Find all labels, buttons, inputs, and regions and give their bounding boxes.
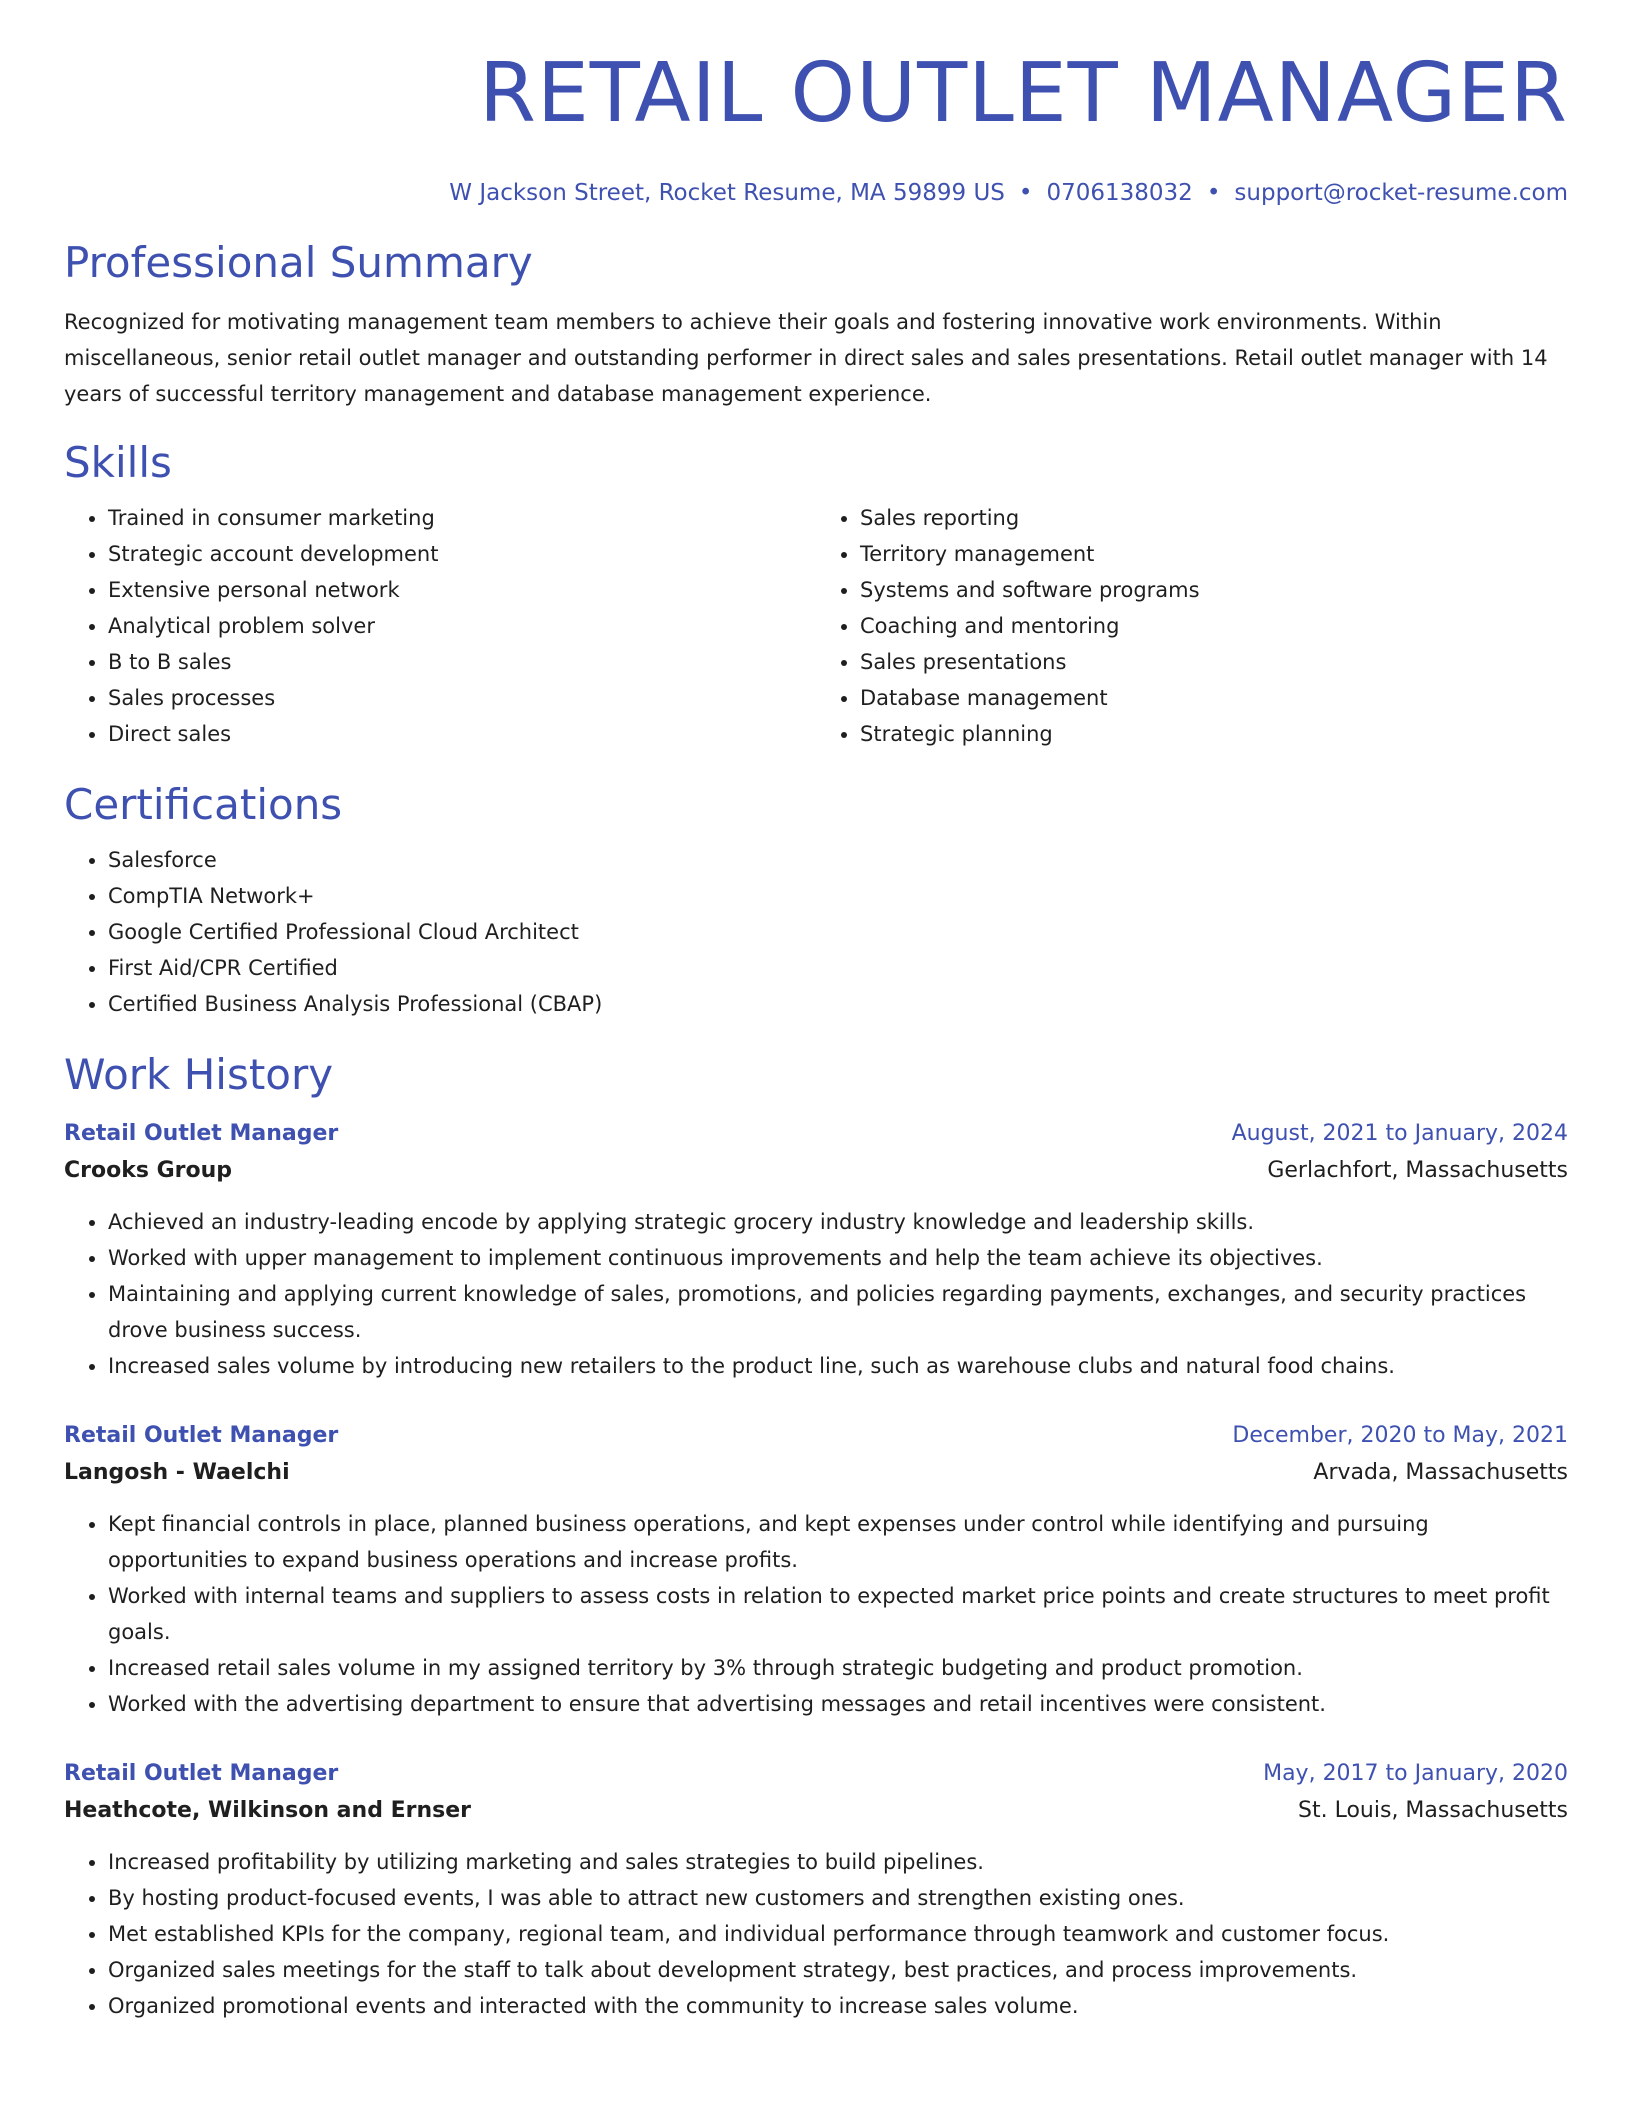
summary-heading: Professional Summary <box>64 238 533 287</box>
job-bullet: • Worked with upper management to implement continuous improvements and help the team achieve its objectives. <box>108 1240 1568 1276</box>
summary-text: Recognized for motivating management team members to achieve their goals and fostering innovative work environments. Within miscellaneous, senior retail outlet manager and outstanding performer in direct sales and sales presentations. Retail outlet manager with 14 years of successful territory management and database management experience. <box>64 310 1548 406</box>
certification-item: • Google Certified Professional Cloud Architect <box>108 914 1568 950</box>
certification-item: • Certified Business Analysis Professional (CBAP) <box>108 986 1568 1022</box>
job-dates: December, 2020 to May, 2021 <box>1232 1423 1568 1448</box>
skill-item: • Territory management <box>860 536 1568 572</box>
contact-line <box>64 178 1568 208</box>
job-title: Retail Outlet Manager <box>64 1423 339 1448</box>
skill-item: • B to B sales <box>108 644 816 680</box>
skill-item: • Coaching and mentoring <box>860 608 1568 644</box>
job-entry <box>64 1116 1568 1384</box>
contact-address: W Jackson Street, Rocket Resume, MA 59899 US <box>449 180 1005 206</box>
job-bullet: • Worked with the advertising department to ensure that advertising messages and retail incentives were consistent. <box>108 1686 1568 1722</box>
contact-phone: 0706138032 <box>1046 180 1193 206</box>
skill-item: • Direct sales <box>108 716 816 752</box>
job-company-row <box>64 1792 1568 1830</box>
job-bullet: • Increased retail sales volume in my assigned territory by 3% through strategic budgeting and product promotion. <box>108 1650 1568 1686</box>
skills-list-left <box>64 500 816 752</box>
job-bullets <box>64 1506 1568 1722</box>
skill-item: • Trained in consumer marketing <box>108 500 816 536</box>
job-bullet: • Kept financial controls in place, planned business operations, and kept expenses under control while identifying and pursuing opportunities to expand business operations and increase profits. <box>108 1506 1568 1578</box>
skill-item: • Sales processes <box>108 680 816 716</box>
page-title: RETAIL OUTLET MANAGER <box>478 46 1568 141</box>
certification-item: • CompTIA Network+ <box>108 878 1568 914</box>
job-company-row <box>64 1152 1568 1190</box>
job-bullet: • Met established KPIs for the company, regional team, and individual performance through teamwork and customer focus. <box>108 1916 1568 1952</box>
job-company: Crooks Group <box>64 1158 233 1183</box>
job-company: Heathcote, Wilkinson and Ernser <box>64 1798 471 1823</box>
job-entry <box>64 1756 1568 2024</box>
skill-item: • Database management <box>860 680 1568 716</box>
job-bullet: • Maintaining and applying current knowledge of sales, promotions, and policies regarding payments, exchanges, and security practices drove business success. <box>108 1276 1568 1348</box>
skills-heading: Skills <box>64 438 172 487</box>
work-history-heading: Work History <box>64 1050 334 1099</box>
job-entry <box>64 1418 1568 1722</box>
job-header-row <box>64 1418 1568 1454</box>
job-title: Retail Outlet Manager <box>64 1761 339 1786</box>
job-location: Arvada, Massachusetts <box>1313 1460 1568 1485</box>
job-bullets <box>64 1844 1568 2024</box>
job-bullet: • Worked with internal teams and suppliers to assess costs in relation to expected market price points and create structures to meet profit goals. <box>108 1578 1568 1650</box>
contact-email: support@rocket-resume.com <box>1234 180 1568 206</box>
job-title: Retail Outlet Manager <box>64 1121 339 1146</box>
job-company: Langosh - Waelchi <box>64 1460 290 1485</box>
job-bullet: • Achieved an industry-leading encode by applying strategic grocery industry knowledge and leadership skills. <box>108 1204 1568 1240</box>
job-dates: May, 2017 to January, 2020 <box>1263 1761 1568 1786</box>
job-bullets <box>64 1204 1568 1384</box>
job-location: Gerlachfort, Massachusetts <box>1267 1158 1568 1183</box>
job-company-row <box>64 1454 1568 1492</box>
contact-separator: • <box>1018 180 1033 206</box>
skills-list-right <box>816 500 1568 752</box>
contact-separator: • <box>1206 180 1221 206</box>
skill-item: • Sales reporting <box>860 500 1568 536</box>
job-header-row <box>64 1756 1568 1792</box>
skill-item: • Extensive personal network <box>108 572 816 608</box>
skill-item: • Analytical problem solver <box>108 608 816 644</box>
skill-item: • Sales presentations <box>860 644 1568 680</box>
job-bullet: • Increased sales volume by introducing new retailers to the product line, such as warehouse clubs and natural food chains. <box>108 1348 1568 1384</box>
certifications-list <box>64 842 1568 1022</box>
job-dates: August, 2021 to January, 2024 <box>1231 1121 1568 1146</box>
job-bullet: • Organized sales meetings for the staff to talk about development strategy, best practices, and process improvements. <box>108 1952 1568 1988</box>
certifications-heading: Certifications <box>64 780 343 829</box>
job-bullet: • By hosting product-focused events, I was able to attract new customers and strengthen existing ones. <box>108 1880 1568 1916</box>
skill-item: • Strategic planning <box>860 716 1568 752</box>
job-location: St. Louis, Massachusetts <box>1298 1798 1568 1823</box>
job-header-row <box>64 1116 1568 1152</box>
certification-item: • First Aid/CPR Certified <box>108 950 1568 986</box>
resume-header <box>64 46 1568 208</box>
job-bullet: • Organized promotional events and interacted with the community to increase sales volume. <box>108 1988 1568 2024</box>
job-bullet: • Increased profitability by utilizing marketing and sales strategies to build pipelines. <box>108 1844 1568 1880</box>
certification-item: • Salesforce <box>108 842 1568 878</box>
skill-item: • Systems and software programs <box>860 572 1568 608</box>
skills-columns <box>64 500 1568 752</box>
skill-item: • Strategic account development <box>108 536 816 572</box>
